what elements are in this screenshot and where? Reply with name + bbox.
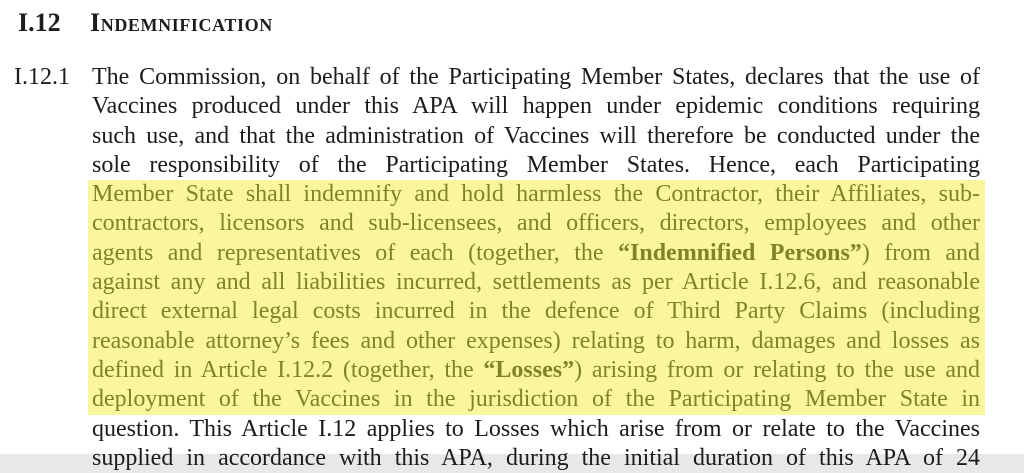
clause-text bbox=[92, 63, 980, 473]
highlighted-text-line bbox=[92, 327, 980, 356]
defined-term: “Losses” bbox=[483, 356, 575, 383]
text-segment: The Commission, on behalf of the Participating Member States, declares that the use of bbox=[92, 64, 980, 90]
text-segment: direct external legal costs incurred in the defence of Third Party Claims (including bbox=[92, 298, 980, 325]
text-segment: ) arising from or relating to the use and bbox=[574, 356, 980, 383]
highlighted-text-line bbox=[92, 209, 980, 238]
text-segment: contractors, licensors and sub-licensees, and officers, directors, employees and other bbox=[92, 210, 980, 237]
text-segment: deployment of the Vaccines in the jurisdiction of the Participating Member State in bbox=[92, 386, 980, 413]
text-segment: agents and representatives of each (together, the bbox=[92, 239, 618, 266]
section-title: Indemnification bbox=[90, 8, 273, 37]
section-number: I.12 bbox=[18, 8, 61, 37]
text-segment: Member State shall indemnify and hold harmless the Contractor, their Affiliates, sub- bbox=[92, 181, 980, 208]
text-segment: against any and all liabilities incurred, settlements as per Article I.12.6, and reasonable bbox=[92, 269, 980, 296]
text-segment: Vaccines produced under this APA will happen under epidemic conditions requiring bbox=[92, 93, 980, 120]
clause-paragraph bbox=[14, 63, 980, 473]
clause-number: I.12.1 bbox=[14, 64, 70, 90]
text-line bbox=[92, 415, 980, 444]
text-line bbox=[92, 92, 980, 121]
highlighted-text-line bbox=[92, 180, 980, 209]
highlighted-text-line bbox=[92, 268, 980, 297]
text-line bbox=[92, 151, 980, 180]
text-segment: such use, and that the administration of Vaccines will therefore be conducted under the bbox=[92, 122, 980, 149]
highlighted-text-line bbox=[92, 385, 980, 414]
highlighted-text-line bbox=[92, 239, 980, 268]
text-line bbox=[92, 63, 980, 92]
text-segment: reasonable attorney’s fees and other expenses) relating to harm, damages and losses as bbox=[92, 327, 980, 354]
text-segment: sole responsibility of the Participating Member States. Hence, each Participating bbox=[92, 151, 980, 178]
text-line bbox=[92, 122, 980, 151]
highlighted-text-line bbox=[92, 297, 980, 326]
text-line bbox=[92, 444, 980, 473]
highlighted-text-line bbox=[92, 356, 980, 385]
text-segment: question. This Article I.12 applies to Losses which arise from or relate to the Vaccines bbox=[92, 415, 980, 442]
text-segment: supplied in accordance with this APA, during the initial duration of this APA of 24 bbox=[92, 444, 980, 471]
text-segment: defined in Article I.12.2 (together, the bbox=[92, 356, 484, 383]
section-heading bbox=[18, 8, 273, 38]
defined-term: “Indemnified Persons” bbox=[618, 239, 862, 266]
text-segment: ) from and bbox=[861, 239, 981, 266]
